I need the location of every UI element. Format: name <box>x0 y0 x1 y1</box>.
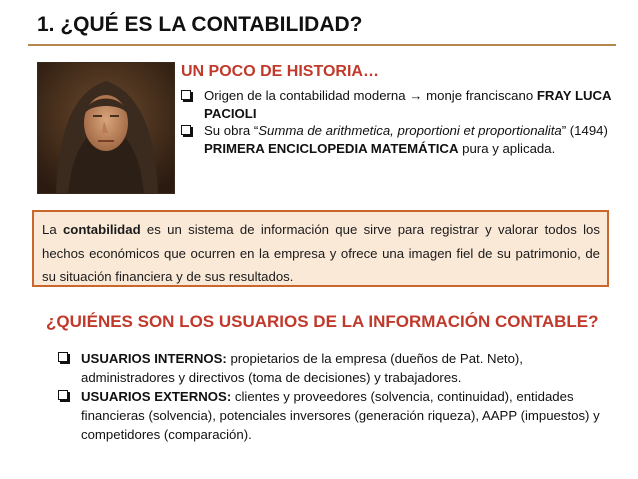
users-internal-label: USUARIOS INTERNOS: <box>81 351 227 366</box>
checkbox-bullet-icon <box>181 125 191 135</box>
users-internal-text: propietarios de la empresa (dueños de Pat. Neto), administradores y directivos (toma de decisiones) y trabajadores. <box>81 351 523 385</box>
users-external-text: clientes y proveedores (solvencia, continuidad), entidades financieras (solvencia), potenciales inversores (generación riqueza), AAPP (impuestos) y competidores (comparación). <box>81 389 600 442</box>
history-item-origin <box>181 87 621 122</box>
checkbox-bullet-icon <box>181 90 191 100</box>
history-item-work-year: ” (1494) <box>561 123 608 138</box>
history-heading: UN POCO DE HISTORIA… <box>181 63 379 80</box>
checkbox-bullet-icon <box>58 352 68 362</box>
history-item-work-end: pura y aplicada. <box>458 140 556 156</box>
right-arrow-icon: → <box>409 88 423 103</box>
slide-title: 1. ¿QUÉ ES LA CONTABILIDAD? <box>37 13 363 36</box>
history-item-origin-text: Origen de la contabilidad moderna <box>204 88 410 103</box>
portrait-image <box>37 62 175 194</box>
history-section <box>181 63 621 157</box>
definition-term: contabilidad <box>62 222 141 237</box>
users-question-heading: ¿QUIÉNES SON LOS USUARIOS DE LA INFORMACIÓN CONTABLE? <box>46 312 599 331</box>
users-item-internal <box>58 349 618 387</box>
history-list <box>181 87 621 157</box>
history-item-work-text: Su obra “ <box>204 123 259 138</box>
users-section <box>58 349 618 444</box>
users-item-external <box>58 387 618 444</box>
history-item-origin-text-2: monje franciscano <box>422 88 537 103</box>
history-item-work <box>181 122 621 157</box>
users-external-label: USUARIOS EXTERNOS: <box>81 389 232 404</box>
definition-text-start: La <box>42 222 63 237</box>
title-underline <box>28 44 616 46</box>
users-list <box>58 349 618 444</box>
checkbox-bullet-icon <box>58 390 68 400</box>
history-item-origin-name: FRAY LUCA PACIOLI <box>204 88 612 121</box>
history-item-work-bold: PRIMERA ENCICLOPEDIA MATEMÁTICA <box>204 140 459 156</box>
definition-text: es un sistema de información que sirve para registrar y valorar todos los hechos económicos que ocurren en la empresa y ofrece una imagen fiel de su patrimonio, de su situación financiera y de sus resultados. <box>42 222 600 284</box>
history-item-work-title: Summa de arithmetica, proportioni et proportionalita <box>258 123 562 138</box>
definition-box <box>32 210 609 287</box>
